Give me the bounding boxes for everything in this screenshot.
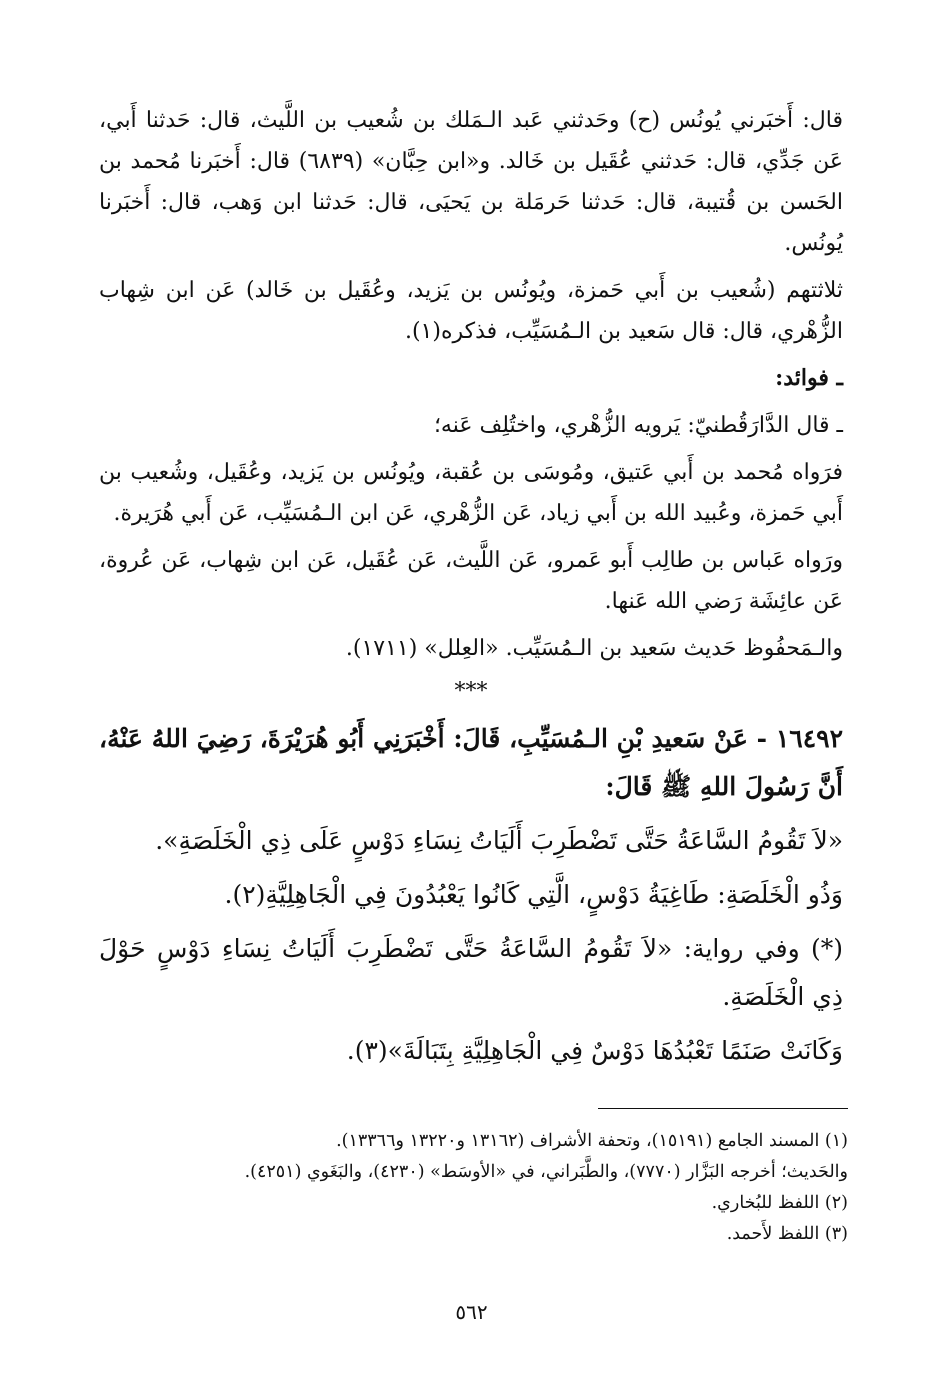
isnad-paragraph-1: قال: أَخبَرني يُونُس (ح) وحَدثني عَبد الـمَلك بن شُعيب بن اللَّيث، قال: حَدثنا أَبي، عَن جَدِّي، قال: حَدثني عُقَيل بن خَالد. و«ابن حِبَّان» (٦٨٣٩) قال: أَخبَرنا مُحمد بن الحَسن بن قُتيبة، قال: حَدثنا حَرمَلة بن يَحيَى، قال: حَدثنا ابن وَهب، قال: أَخبَرنا يُونُس. [99,108,844,256]
fawaid-paragraph-4: والـمَحفُوظ حَديث سَعيد بن الـمُسَيِّب. «العِلل» (١٧١١). [345,636,843,661]
footnote-2: (٢) اللفظ للبُخاري. [711,1193,848,1213]
footnotes [98,1126,848,1250]
fawaid-paragraph-1: ـ قال الدَّارَقُطنيّ: يَرويه الزُّهْري، واختُلِف عَنه؛ [433,413,843,438]
hadith-header: ١٦٤٩٢ - عَنْ سَعيدِ بْنِ الـمُسَيِّبِ، قَالَ: أَخْبَرَنِي أَبُو هُرَيْرَةَ، رَضِيَ اللهُ عَنْهُ، أَنَّ رَسُولَ اللهِ ﷺ قَالَ: [99,724,843,801]
hadith-line-4: وَكَانَتْ صَنَمًا تَعْبُدُهَا دَوْسٌ فِي الْجَاهِلِيَّةِ بِتَبَالَةَ»(٣). [346,1036,843,1065]
fawaid-heading: ـ فوائد: [775,365,843,391]
footnote-divider [598,1108,848,1109]
fawaid-paragraph-2: فرَواه مُحمد بن أَبي عَتيق، ومُوسَى بن عُقبة، ويُونُس بن يَزيد، وعُقَيل، وشُعيب بن أَبي حَمزة، وعُبيد الله بن أَبي زياد، عَن الزُّهْري، عَن ابن الـمُسَيِّب، عَن أَبي هُرَيرة. [99,460,843,526]
footnote-3: (٣) اللفظ لأَحمد. [726,1224,848,1244]
hadith-line-2: وَذُو الْخَلَصَةِ: طَاغِيَةُ دَوْسٍ، الَّتِي كَانُوا يَعْبُدُونَ فِي الْجَاهِلِيَّةِ(٢). [224,880,843,909]
hadith-line-3: (*) وفي رواية: «لاَ تَقُومُ السَّاعَةُ حَتَّى تَضْطَرِبَ أَلَيَاتُ نِسَاءِ دَوْسٍ حَوْلَ ذِي الْخَلَصَةِ. [99,934,843,1011]
footnote-1: (١) المسند الجامع (١٥١٩١)، وتحفة الأشراف (١٣١٦٢ و١٣٢٢٠ و١٣٣٦٦). [336,1131,848,1151]
hadith-line-1: «لاَ تَقُومُ السَّاعَةُ حَتَّى تَضْطَرِبَ أَلَيَاتُ نِسَاءِ دَوْسٍ عَلَى ذِي الْخَلَصَةِ». [155,826,843,855]
isnad-paragraph-2: ثلاثتهم (شُعيب بن أَبي حَمزة، ويُونُس بن يَزيد، وعُقَيل بن خَالد) عَن ابن شِهاب الزُّهْري، قال: قال سَعيد بن الـمُسَيِّب، فذكره(١). [99,278,843,344]
section-separator: *** [454,679,488,704]
page-number: ٥٦٢ [455,1300,488,1324]
footnote-1-continuation: والحَديث؛ أخرجه البَزَّار (٧٧٧٠)، والطَّبَراني، في «الأوسَط» (٤٢٣٠)، والبَغَوي (٤٢٥١). [244,1162,848,1182]
fawaid-paragraph-3: ورَواه عَباس بن طالِب أَبو عَمرو، عَن اللَّيث، عَن عُقَيل، عَن ابن شِهاب، عَن عُروة، عَن عائِشَة رَضي الله عَنها. [99,548,843,614]
main-text [99,100,843,1081]
